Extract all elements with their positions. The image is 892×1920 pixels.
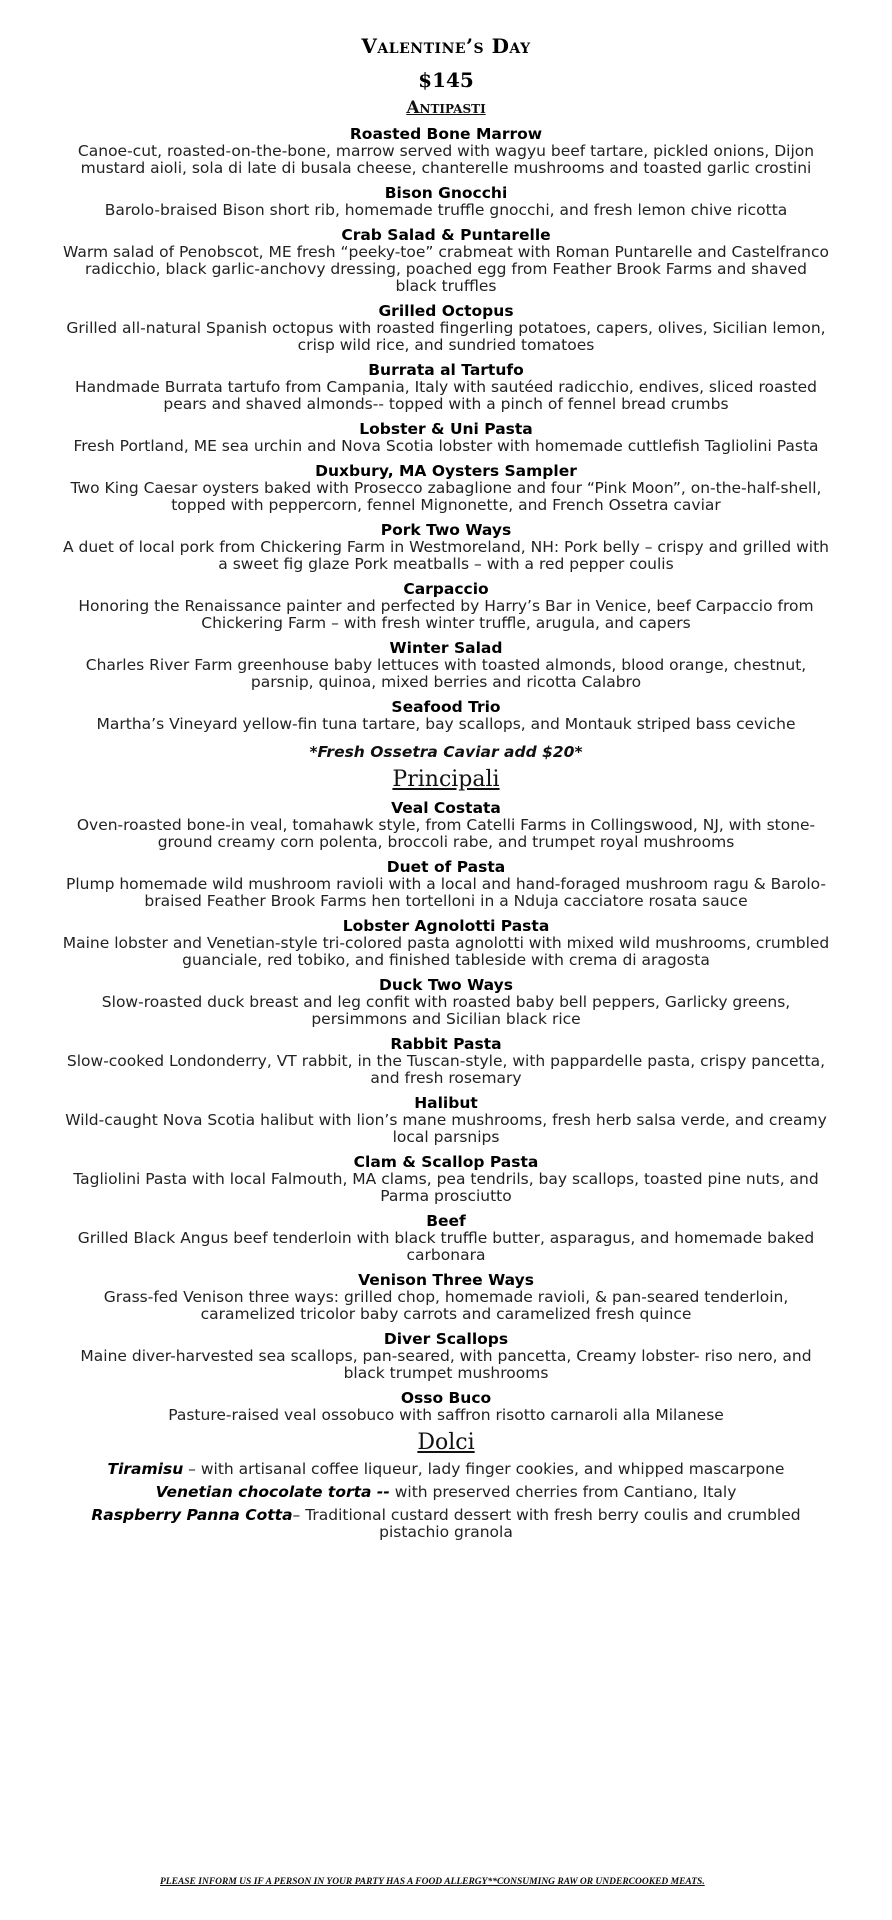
menu-item <box>0 1036 892 1087</box>
menu-item-description: Barolo-braised Bison short rib, homemade truffle gnocchi, and fresh lemon chive ricotta <box>104 201 788 219</box>
menu-item-name: Venison Three Ways <box>358 1271 534 1289</box>
dessert-item <box>0 1484 892 1501</box>
dessert-description: – with artisanal coffee liqueur, lady finger cookies, and whipped mascarpone <box>183 1460 785 1478</box>
menu-item <box>0 918 892 969</box>
menu-item <box>0 581 892 632</box>
menu-item-description: Oven-roasted bone-in veal, tomahawk style, from Catelli Farms in Collingswood, NJ, with stone-ground creamy corn polenta, broccoli rabe, and trumpet royal mushrooms <box>76 816 816 851</box>
menu-item <box>0 421 892 455</box>
menu-item <box>0 1390 892 1424</box>
caviar-note: *Fresh Ossetra Caviar add $20* <box>309 743 583 761</box>
dessert-name: Raspberry Panna Cotta <box>91 1506 293 1524</box>
dessert-name: Venetian chocolate torta -- <box>155 1483 390 1501</box>
dessert-description: – Traditional custard dessert with fresh berry coulis and crumbled pistachio granola <box>292 1506 801 1541</box>
dessert-name: Tiramisu <box>107 1460 184 1478</box>
menu-item <box>0 640 892 691</box>
menu-item <box>0 1095 892 1146</box>
menu-item <box>0 859 892 910</box>
section-title-antipasti: Antipasti <box>406 98 486 118</box>
menu-item-description: Maine lobster and Venetian-style tri-colored pasta agnolotti with mixed wild mushrooms, crumbled guanciale, red tobiko, and finished tableside with crema di aragosta <box>62 934 830 969</box>
menu-item <box>0 977 892 1028</box>
menu-item-description: Tagliolini Pasta with local Falmouth, MA clams, pea tendrils, bay scallops, toasted pine nuts, and Parma prosciutto <box>73 1170 819 1205</box>
menu-item <box>0 303 892 354</box>
menu-item-name: Duet of Pasta <box>386 858 506 876</box>
menu-item-description: Charles River Farm greenhouse baby lettuces with toasted almonds, blood orange, chestnut, parsnip, quinoa, mixed berries and ricotta Calabro <box>85 656 807 691</box>
menu-item-description: Honoring the Renaissance painter and perfected by Harry’s Bar in Venice, beef Carpaccio from Chickering Farm – with fresh winter truffle, arugula, and capers <box>78 597 814 632</box>
menu-item <box>0 1154 892 1205</box>
allergy-footer: PLEASE INFORM US IF A PERSON IN YOUR PARTY HAS A FOOD ALLERGY**CONSUMING RAW OR UNDERCOOKED MEATS. <box>160 1877 705 1887</box>
dessert-item <box>0 1461 892 1478</box>
menu-item-name: Grilled Octopus <box>378 302 514 320</box>
menu-item-name: Carpaccio <box>403 580 489 598</box>
menu-item <box>0 699 892 733</box>
menu-item-name: Seafood Trio <box>391 698 501 716</box>
menu-item-description: Fresh Portland, ME sea urchin and Nova Scotia lobster with homemade cuttlefish Tagliolini Pasta <box>73 437 819 455</box>
menu-item <box>0 126 892 177</box>
menu-item-name: Lobster & Uni Pasta <box>359 420 533 438</box>
menu-item <box>0 362 892 413</box>
menu-item-description: Canoe-cut, roasted-on-the-bone, marrow served with wagyu beef tartare, pickled onions, Dijon mustard aioli, sola di late di busala cheese, chanterelle mushrooms and toasted garlic crostini <box>77 142 815 177</box>
menu-item-name: Burrata al Tartufo <box>368 361 524 379</box>
menu-item <box>0 800 892 851</box>
menu-item-description: Handmade Burrata tartufo from Campania, Italy with sautéed radicchio, endives, sliced roasted pears and shaved almonds-- topped with a pinch of fennel bread crumbs <box>74 378 817 413</box>
menu-item <box>0 1213 892 1264</box>
menu-item-name: Bison Gnocchi <box>384 184 508 202</box>
menu-item-name: Winter Salad <box>389 639 503 657</box>
menu-item <box>0 1272 892 1323</box>
menu-item-name: Pork Two Ways <box>380 521 512 539</box>
menu-item-name: Veal Costata <box>391 799 501 817</box>
menu-item-name: Rabbit Pasta <box>390 1035 502 1053</box>
menu-item-description: Grilled all-natural Spanish octopus with roasted fingerling potatoes, capers, olives, Sicilian lemon, crisp wild rice, and sundried tomatoes <box>66 319 826 354</box>
menu-item-description: Slow-cooked Londonderry, VT rabbit, in the Tuscan-style, with pappardelle pasta, crispy pancetta, and fresh rosemary <box>66 1052 826 1087</box>
menu-item-name: Lobster Agnolotti Pasta <box>342 917 550 935</box>
menu-item-name: Roasted Bone Marrow <box>349 125 543 143</box>
section-title-principali: Principali <box>392 767 500 792</box>
menu-item-description: Warm salad of Penobscot, ME fresh “peeky-toe” crabmeat with Roman Puntarelle and Castelfranco radicchio, black garlic-anchovy dressing, poached egg from Feather Brook Farms and shaved black truffles <box>63 243 829 295</box>
antipasti-list <box>0 126 892 733</box>
dessert-description: with preserved cherries from Cantiano, Italy <box>389 1483 737 1501</box>
menu-item-name: Osso Buco <box>400 1389 492 1407</box>
menu-item-name: Duxbury, MA Oysters Sampler <box>315 462 577 480</box>
menu-item-description: Wild-caught Nova Scotia halibut with lion’s mane mushrooms, fresh herb salsa verde, and creamy local parsnips <box>65 1111 827 1146</box>
menu-item-description: Maine diver-harvested sea scallops, pan-seared, with pancetta, Creamy lobster- riso nero, and black trumpet mushrooms <box>80 1347 812 1382</box>
menu-item <box>0 185 892 219</box>
menu-item-name: Halibut <box>414 1094 478 1112</box>
menu-item <box>0 463 892 514</box>
menu-price: $145 <box>418 68 474 92</box>
menu-item <box>0 1331 892 1382</box>
menu-item-description: Grass-fed Venison three ways: grilled chop, homemade ravioli, & pan-seared tenderloin, caramelized tricolor baby carrots and caramelized fresh quince <box>103 1288 789 1323</box>
menu-item-description: Two King Caesar oysters baked with Prosecco zabaglione and four “Pink Moon”, on-the-half-shell, topped with peppercorn, fennel Mignonette, and French Ossetra caviar <box>70 479 822 514</box>
menu-item-description: Martha’s Vineyard yellow-fin tuna tartare, bay scallops, and Montauk striped bass ceviche <box>96 715 796 733</box>
principali-list <box>0 800 892 1424</box>
menu-item-name: Crab Salad & Puntarelle <box>341 226 551 244</box>
menu-item-name: Diver Scallops <box>383 1330 509 1348</box>
menu-item-name: Clam & Scallop Pasta <box>353 1153 539 1171</box>
menu-item-description: Pasture-raised veal ossobuco with saffron risotto carnaroli alla Milanese <box>168 1406 724 1424</box>
menu-item-name: Beef <box>426 1212 466 1230</box>
menu-item-description: A duet of local pork from Chickering Farm in Westmoreland, NH: Pork belly – crispy and grilled with a sweet fig glaze Pork meatballs – with a red pepper coulis <box>62 538 830 573</box>
menu-item-name: Duck Two Ways <box>379 976 513 994</box>
dessert-item <box>0 1507 892 1541</box>
menu-item-description: Grilled Black Angus beef tenderloin with black truffle butter, asparagus, and homemade baked carbonara <box>77 1229 815 1264</box>
menu-item <box>0 522 892 573</box>
menu-item-description: Slow-roasted duck breast and leg confit with roasted baby bell peppers, Garlicky greens, persimmons and Sicilian black rice <box>101 993 791 1028</box>
menu-item <box>0 227 892 295</box>
section-title-dolci: Dolci <box>417 1430 475 1455</box>
menu-item-description: Plump homemade wild mushroom ravioli with a local and hand-foraged mushroom ragu & Barolo-braised Feather Brook Farms hen tortelloni in a Nduja cacciatore rosata sauce <box>66 875 826 910</box>
dolci-list <box>0 1461 892 1541</box>
menu-title: Valentine’s Day <box>361 34 531 58</box>
